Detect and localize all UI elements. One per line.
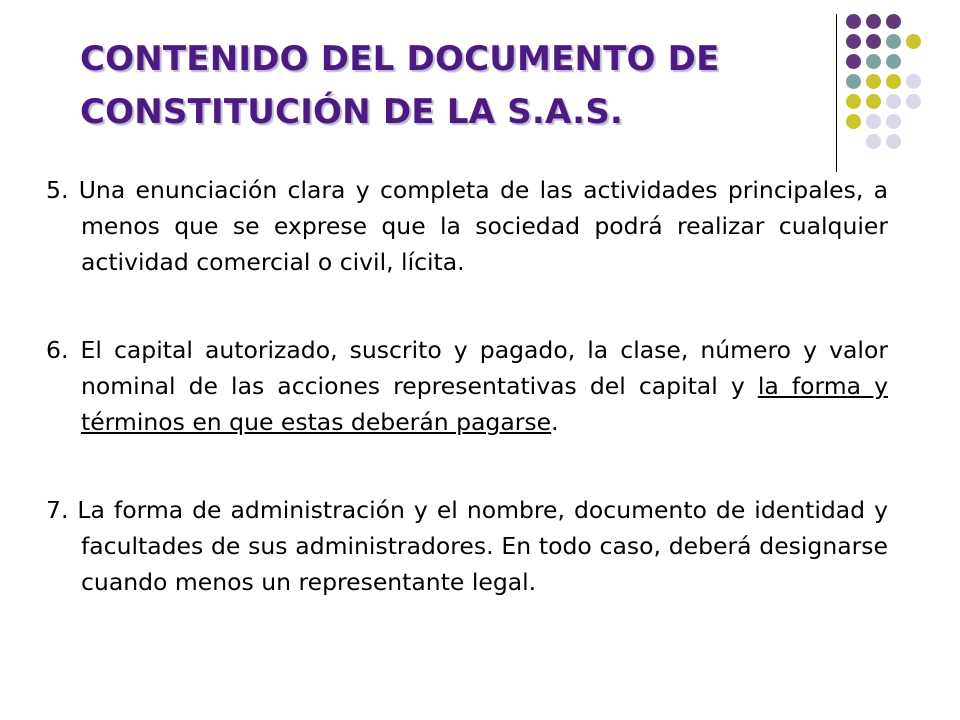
dot-lavender bbox=[886, 134, 901, 149]
dot-lavender bbox=[906, 94, 921, 109]
dot-olive bbox=[866, 74, 881, 89]
slide-title bbox=[80, 33, 820, 139]
dot-purple bbox=[846, 34, 861, 49]
dot-lavender bbox=[866, 134, 881, 149]
list-item-text-end: . bbox=[551, 408, 559, 436]
dot-empty bbox=[906, 14, 921, 29]
slide-body bbox=[46, 172, 888, 600]
dot-empty bbox=[906, 54, 921, 69]
list-item: 5. Una enunciación clara y completa de las actividades principales, a menos que se exprese que la sociedad podrá realizar cualquier actividad comercial o civil, lícita. bbox=[46, 176, 888, 276]
dot-teal bbox=[866, 54, 881, 69]
slide-title-line-2: CONSTITUCIÓN DE LA S.A.S. bbox=[80, 92, 624, 132]
slide-title-line-1: CONTENIDO DEL DOCUMENTO DE bbox=[80, 39, 720, 79]
dot-empty bbox=[906, 114, 921, 129]
dot-lavender bbox=[886, 94, 901, 109]
dot-purple bbox=[866, 14, 881, 29]
dot-empty bbox=[846, 134, 861, 149]
dot-purple bbox=[846, 54, 861, 69]
dot-teal bbox=[886, 34, 901, 49]
dot-lavender bbox=[906, 74, 921, 89]
dot-teal bbox=[886, 54, 901, 69]
dot-olive bbox=[866, 94, 881, 109]
list-item: 7. La forma de administración y el nombre, documento de identidad y facultades de sus administradores. En todo caso, deberá designarse cuando menos un representante legal. bbox=[46, 496, 888, 596]
dot-lavender bbox=[866, 114, 881, 129]
dot-purple bbox=[846, 14, 861, 29]
decorative-dot-grid bbox=[846, 14, 922, 150]
dot-olive bbox=[886, 74, 901, 89]
dot-empty bbox=[906, 134, 921, 149]
underlined-text: la forma y términos en que estas deberán pagarse bbox=[81, 372, 889, 436]
dot-teal bbox=[846, 74, 861, 89]
dot-olive bbox=[846, 114, 861, 129]
dot-olive bbox=[846, 94, 861, 109]
dot-lavender bbox=[886, 114, 901, 129]
list-item bbox=[46, 332, 888, 440]
dot-purple bbox=[886, 14, 901, 29]
dot-olive bbox=[906, 34, 921, 49]
list-item-text: 6. El capital autorizado, suscrito y pagado, la clase, número y valor nominal de las acciones representativas del capital y bbox=[46, 336, 888, 400]
dot-purple bbox=[866, 34, 881, 49]
decorative-divider-line bbox=[836, 14, 837, 172]
